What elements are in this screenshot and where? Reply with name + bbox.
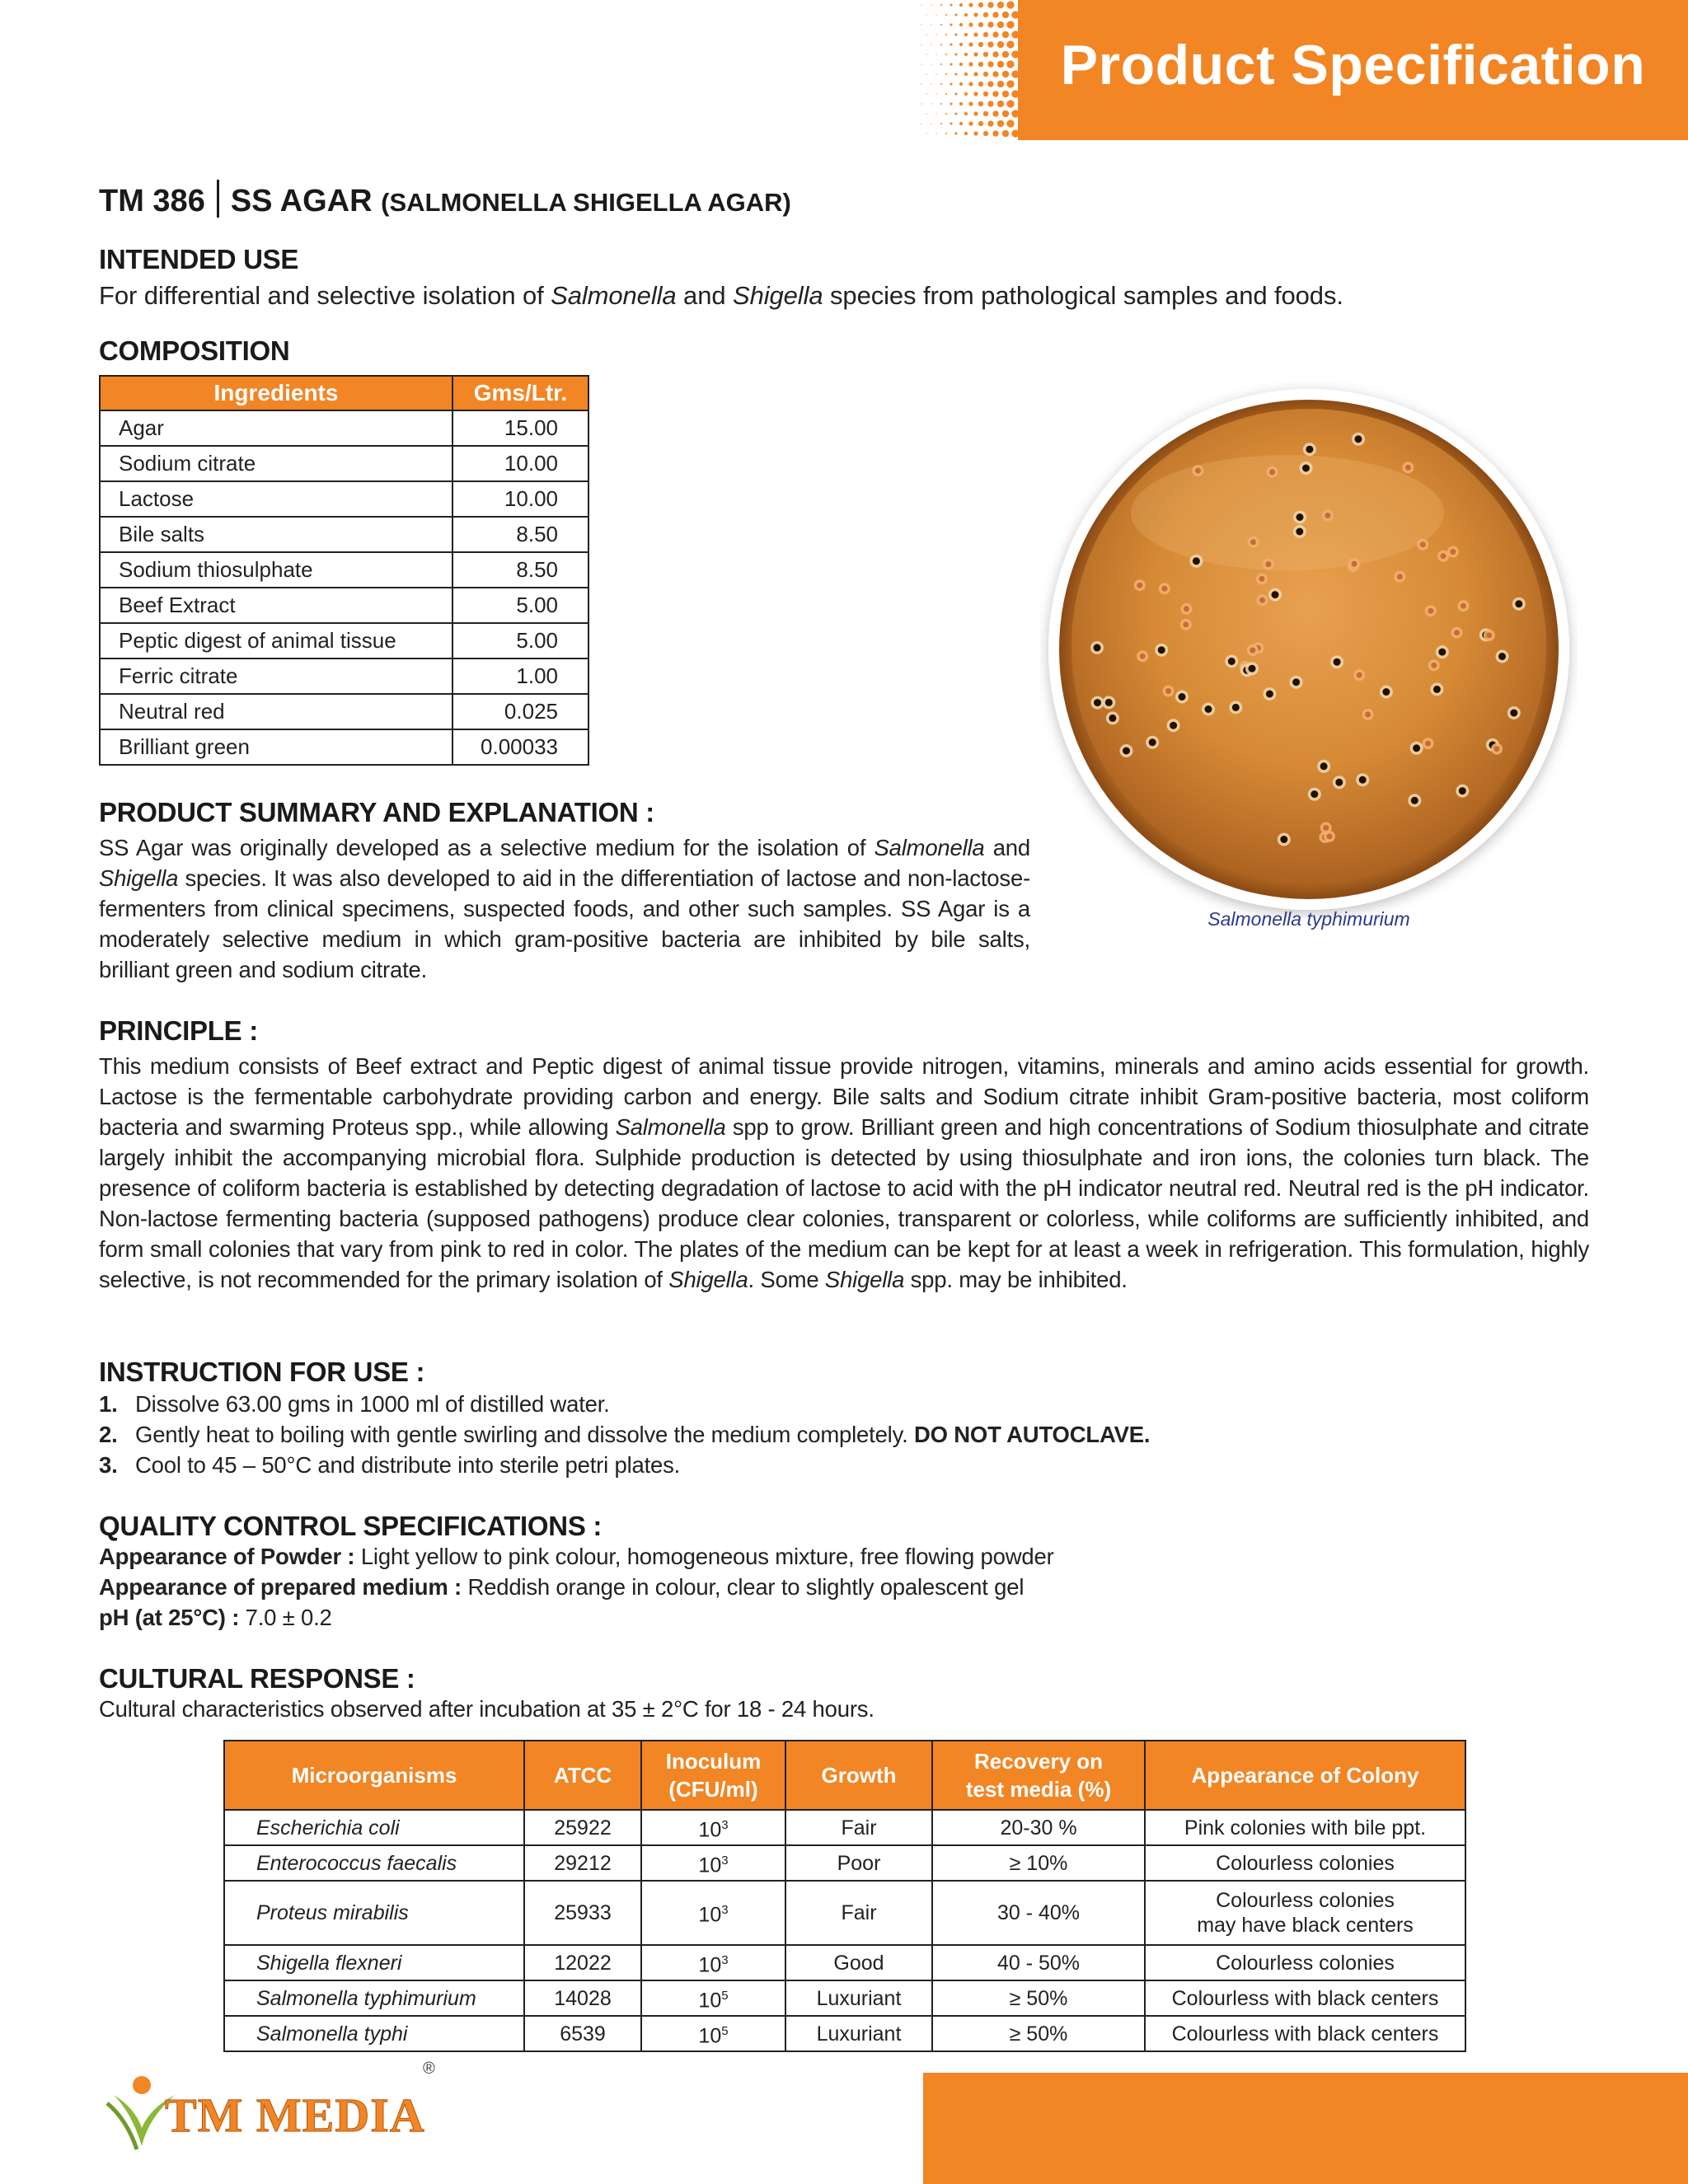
title-divider	[217, 180, 219, 218]
inoculum-value: $10^5$	[641, 1980, 785, 2016]
organism-name: Salmonella typhi	[224, 2016, 524, 2051]
atcc-number: 12022	[524, 1945, 641, 1980]
petri-dish-image	[1040, 381, 1578, 918]
colony-appearance: Colourless colonies	[1145, 1845, 1465, 1881]
column-header-growth: Growth	[785, 1741, 932, 1810]
recovery-value: ≥ 50%	[932, 1980, 1145, 2016]
growth-value: Fair	[785, 1881, 932, 1945]
registered-mark: ®	[423, 2060, 435, 2078]
atcc-number: 14028	[524, 1980, 641, 2016]
ingredient-value: 0.025	[452, 694, 588, 729]
table-row	[100, 446, 588, 481]
table-row	[100, 694, 588, 729]
ingredient-name: Sodium citrate	[100, 446, 452, 481]
column-header-appearance: Appearance of Colony	[1145, 1741, 1465, 1810]
qc-ph: pH (at 25°C) : 7.0 ± 0.2	[99, 1605, 332, 1630]
ingredient-name: Neutral red	[100, 694, 452, 729]
growth-value: Fair	[785, 1810, 932, 1845]
atcc-number: 6539	[524, 2016, 641, 2051]
growth-value: Good	[785, 1945, 932, 1980]
colony-appearance: Colourless with black centers	[1145, 1980, 1465, 2016]
principle-text: This medium consists of Beef extract and Peptic digest of animal tissue provide nitrogen, vitamins, minerals and amino acids essential for growth. Lactose is the fermentable carbohydrate providing carbon and energy. Bile salts and Sodium citrate inhibit Gram-positive bacteria, most coliform bacteria and swarming Proteus spp., while allowing Salmonella spp to grow. Brilliant green and high concentrations of Sodium thiosulphate and citrate largely inhibit the accompanying microbial flora. Sulphide production is detected by using thiosulphate and iron ions, the colonies turn black. The presence of coliform bacteria is established by detecting degradation of lactose to acid with the pH indicator neutral red. Neutral red is the pH indicator. Non-lactose fermenting bacteria (supposed pathogens) produce clear colonies, transparent or colorless, while coliforms are sufficiently inhibited, and form small colonies that vary from pink to red in color. The plates of the medium can be kept for at least a week in refrigeration. This formulation, highly selective, is not recommended for the primary isolation of Shigella. Some Shigella spp. may be inhibited.	[99, 1053, 1589, 1292]
table-row	[100, 588, 588, 623]
principle-heading: PRINCIPLE :	[99, 1015, 258, 1046]
ingredient-value: 8.50	[452, 552, 588, 588]
ingredient-value: 15.00	[452, 410, 588, 446]
recovery-value: 30 - 40%	[932, 1881, 1145, 1945]
colony-appearance: Colourless colonies	[1145, 1945, 1465, 1980]
ingredient-name: Lactose	[100, 481, 452, 517]
growth-value: Luxuriant	[785, 1980, 932, 2016]
organism-name: Enterococcus faecalis	[224, 1845, 524, 1881]
composition-heading: COMPOSITION	[99, 335, 290, 366]
logo-text: TM MEDIA	[165, 2088, 425, 2142]
ingredient-name: Beef Extract	[100, 588, 452, 623]
table-row	[224, 1945, 1465, 1980]
table-row	[224, 1881, 1465, 1945]
page-title: Product Specification	[1060, 34, 1646, 96]
footer-band	[923, 2073, 1688, 2184]
table-row	[100, 623, 588, 658]
instruction-step-3: 3. Cool to 45 – 50°C and distribute into sterile petri plates.	[99, 1452, 681, 1478]
column-header-inoculum: Inoculum (CFU/ml)	[641, 1741, 785, 1810]
cultural-note: Cultural characteristics observed after incubation at 35 ± 2°C for 18 - 24 hours.	[99, 1696, 874, 1722]
recovery-value: 40 - 50%	[932, 1945, 1145, 1980]
ingredient-value: 0.00033	[452, 729, 588, 765]
column-header-atcc: ATCC	[524, 1741, 641, 1810]
colony-appearance: Pink colonies with bile ppt.	[1145, 1810, 1465, 1845]
qc-powder-appearance: Appearance of Powder : Light yellow to pink colour, homogeneous mixture, free flowing powder	[99, 1544, 1054, 1569]
instruction-step-2: 2. Gently heat to boiling with gentle swirling and dissolve the medium completely. DO NOT AUTOCLAVE.	[99, 1422, 1151, 1447]
inoculum-value: $10^3$	[641, 1945, 785, 1980]
ingredient-name: Peptic digest of animal tissue	[100, 623, 452, 658]
ingredient-name: Ferric citrate	[100, 658, 452, 694]
recovery-value: 20-30 %	[932, 1810, 1145, 1845]
table-row	[100, 552, 588, 588]
table-row	[100, 517, 588, 552]
ingredient-name: Brilliant green	[100, 729, 452, 765]
table-row	[224, 1845, 1465, 1881]
inoculum-value: $10^3$	[641, 1845, 785, 1881]
composition-table	[99, 375, 589, 766]
growth-value: Luxuriant	[785, 2016, 932, 2051]
column-header-ingredients: Ingredients	[100, 376, 452, 410]
ingredient-name: Bile salts	[100, 517, 452, 552]
summary-text: SS Agar was originally developed as a selective medium for the isolation of Salmonella and Shigella species. It was also developed to aid in the differentiation of lactose and non-lactose-fermenters from clinical specimens, suspected foods, and other such samples. SS Agar is a moderately selective medium in which gram-positive bacteria are inhibited by bile salts, brilliant green and sodium citrate.	[99, 835, 1030, 982]
instructions-heading: INSTRUCTION FOR USE :	[99, 1357, 425, 1387]
summary-heading: PRODUCT SUMMARY AND EXPLANATION :	[99, 797, 654, 827]
cultural-heading: CULTURAL RESPONSE :	[99, 1663, 415, 1694]
table-row	[100, 410, 588, 446]
atcc-number: 25933	[524, 1881, 641, 1945]
colony-appearance: Colourless colonies may have black centers	[1145, 1881, 1465, 1945]
inoculum-value: $10^5$	[641, 2016, 785, 2051]
recovery-value: ≥ 50%	[932, 2016, 1145, 2051]
table-row	[100, 658, 588, 694]
ingredient-value: 5.00	[452, 588, 588, 623]
recovery-value: ≥ 10%	[932, 1845, 1145, 1881]
table-row	[224, 1980, 1465, 2016]
ingredient-value: 10.00	[452, 446, 588, 481]
qc-heading: QUALITY CONTROL SPECIFICATIONS :	[99, 1511, 603, 1541]
column-header-microorganisms: Microorganisms	[224, 1741, 524, 1810]
instruction-step-1: 1. Dissolve 63.00 gms in 1000 ml of distilled water.	[99, 1391, 610, 1417]
organism-name: Shigella flexneri	[224, 1945, 524, 1980]
table-row	[100, 729, 588, 765]
ingredient-value: 10.00	[452, 481, 588, 517]
organism-name: Escherichia coli	[224, 1810, 524, 1845]
product-full-name: (SALMONELLA SHIGELLA AGAR)	[381, 188, 791, 217]
organism-name: Proteus mirabilis	[224, 1881, 524, 1945]
image-caption: Salmonella typhimurium	[1207, 908, 1410, 930]
intended-use-text: For differential and selective isolation of Salmonella and Shigella species from pathological samples and foods.	[99, 281, 1343, 310]
product-name: SS AGAR	[230, 184, 373, 218]
intended-use-heading: INTENDED USE	[99, 244, 299, 274]
table-row	[224, 1810, 1465, 1845]
table-row	[224, 2016, 1465, 2051]
product-title	[99, 180, 791, 219]
colony-appearance: Colourless with black centers	[1145, 2016, 1465, 2051]
table-row	[100, 481, 588, 517]
atcc-number: 29212	[524, 1845, 641, 1881]
ingredient-value: 5.00	[452, 623, 588, 658]
ingredient-value: 8.50	[452, 517, 588, 552]
ingredient-name: Agar	[100, 410, 452, 446]
ingredient-value: 1.00	[452, 658, 588, 694]
inoculum-value: $10^3$	[641, 1881, 785, 1945]
inoculum-value: $10^3$	[641, 1810, 785, 1845]
column-header-gms-per-ltr: Gms/Ltr.	[452, 376, 588, 410]
cultural-response-table	[223, 1740, 1466, 2052]
qc-medium-appearance: Appearance of prepared medium : Reddish orange in colour, clear to slightly opalescent gel	[99, 1574, 1025, 1600]
product-code: TM 386	[99, 184, 205, 218]
ingredient-name: Sodium thiosulphate	[100, 552, 452, 588]
column-header-recovery: Recovery on test media (%)	[932, 1741, 1145, 1810]
header-dot-pattern	[915, 0, 1022, 140]
atcc-number: 25922	[524, 1810, 641, 1845]
growth-value: Poor	[785, 1845, 932, 1881]
organism-name: Salmonella typhimurium	[224, 1980, 524, 2016]
